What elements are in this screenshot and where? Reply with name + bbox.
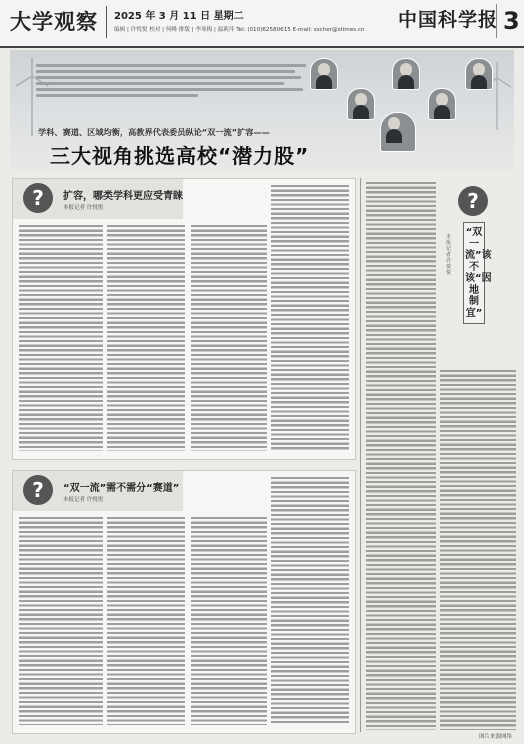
article-text-column [271, 185, 349, 451]
banner-subtitle: 学科、赛道、区域均衡，高教界代表委员纵论“双一流”扩容—— [38, 127, 270, 137]
page-header [0, 0, 524, 48]
section-title: 大学观察 [10, 10, 98, 34]
article-byline: 本报记者 许悦悦 [446, 234, 452, 276]
portrait-photo [310, 58, 338, 90]
header-divider [106, 6, 107, 38]
issue-date: 2025 年 3 月 11 日 星期二 [114, 11, 244, 22]
page-number: 3 [496, 4, 520, 38]
article-header [13, 471, 183, 511]
portrait-photo [347, 88, 375, 120]
banner-intro-text [36, 62, 306, 100]
banner-headline: 三大视角挑选高校“潜力股” [50, 144, 310, 168]
article-title: “双一流”该不该“因地制宜” [463, 222, 485, 324]
article-box [12, 470, 356, 734]
column-divider [360, 178, 361, 732]
article-text-column [191, 225, 267, 451]
article-header [13, 179, 183, 219]
article-title: “双一流”需不需分“赛道” [63, 483, 180, 494]
portrait-photo [428, 88, 456, 120]
portrait-photo [380, 112, 416, 152]
article-byline: 本报记者 许悦悦 [63, 497, 104, 503]
article-text-column [107, 517, 185, 725]
question-mark-icon: ? [23, 475, 53, 505]
article-text-column [271, 477, 349, 725]
photo-credit: 图片来源网络 [478, 734, 512, 740]
feature-banner [10, 50, 514, 170]
newspaper-masthead: 中国科学报 [398, 9, 499, 31]
article-text-column [191, 517, 267, 725]
article-box [12, 178, 356, 460]
question-mark-icon: ? [23, 183, 53, 213]
portrait-photo [465, 58, 493, 90]
article-text-column [19, 225, 103, 451]
article-text-column [107, 225, 185, 451]
question-mark-icon: ? [458, 186, 488, 216]
article-text-column [366, 182, 436, 730]
article-text-column [19, 517, 103, 725]
portrait-photo [392, 58, 420, 90]
article-text-column [440, 370, 516, 730]
article-title: 扩容，哪类学科更应受青睐 [63, 191, 183, 202]
article-byline: 本报记者 许悦悦 [63, 205, 104, 211]
editor-credits: 编辑 | 许悦悦 校对 | 何峰 排版 | 李寒梅 | 温莉萍 Tel: (010)62580615 E-mail: sscher@stimes.cn [114, 27, 365, 33]
